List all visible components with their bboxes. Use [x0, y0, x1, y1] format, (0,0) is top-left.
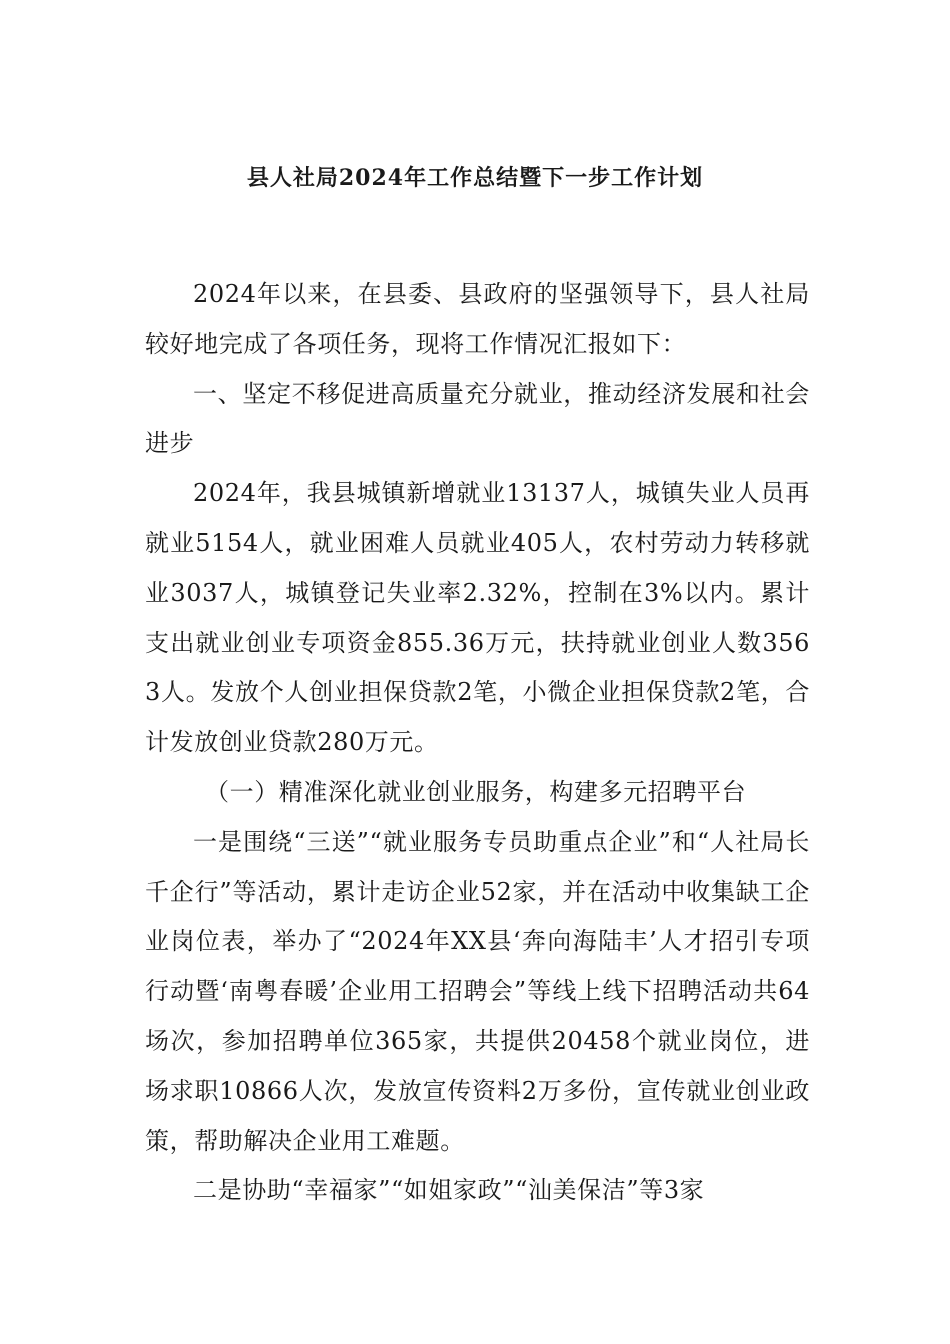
document-title: 县人社局2024年工作总结暨下一步工作计划	[246, 165, 704, 191]
employment-stats-paragraph: 2024年，我县城镇新增就业13137人，城镇失业人员再就业5154人，就业困难人员就业405人，农村劳动力转移就业3037人，城镇登记失业率2.32%，控制在3%以内。累计支出就业创业专项资金855.36万元，扶持就业创业人数3563人。发放个人创业担保贷款2笔，小微企业担保贷款2笔，合计发放创业贷款280万元。	[145, 479, 810, 757]
assistance-paragraph: 二是协助“幸福家”“如姐家政”“汕美保洁”等3家	[193, 1176, 705, 1205]
intro-paragraph: 2024年以来，在县委、县政府的坚强领导下，县人社局较好地完成了各项任务，现将工作情况汇报如下：	[145, 280, 810, 358]
subsection-heading: （一）精准深化就业创业服务，构建多元招聘平台	[205, 777, 747, 806]
document-body	[145, 270, 810, 1216]
recruitment-paragraph: 一是围绕“三送”“就业服务专员助重点企业”和“人社局长千企行”等活动，累计走访企业52家，并在活动中收集缺工企业岗位表，举办了“2024年XX县‘奔向海陆丰’人才招引专项行动暨‘南粤春暖’企业用工招聘会”等线上线下招聘活动共64场次，参加招聘单位365家，共提供20458个就业岗位，进场求职10866人次，发放宣传资料2万多份，宣传就业创业政策，帮助解决企业用工难题。	[145, 827, 810, 1155]
section-heading: 一、坚定不移促进高质量充分就业，推动经济发展和社会进步	[145, 379, 810, 458]
